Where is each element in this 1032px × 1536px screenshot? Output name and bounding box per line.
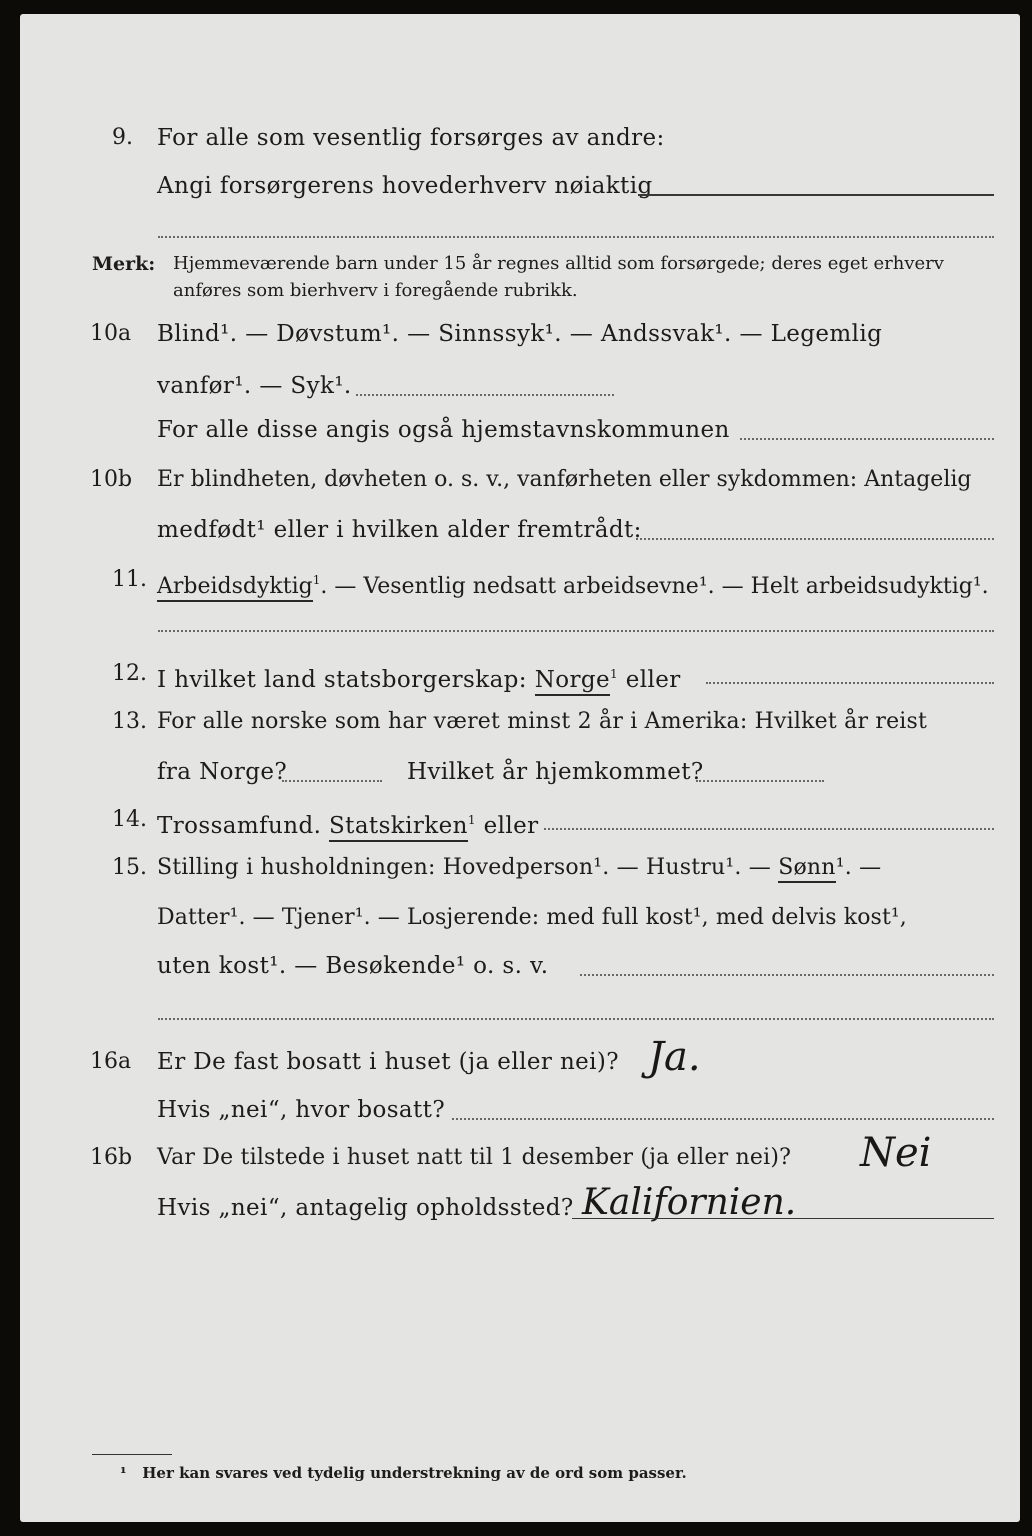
- question-text: eller: [483, 813, 539, 839]
- note-label: Merk:: [92, 253, 156, 275]
- question-10b-line2: [20, 510, 1020, 550]
- handwritten-answer: Nei: [860, 1130, 932, 1176]
- question-text: Hvilket år hjemkommet?: [407, 759, 704, 785]
- question-9: [20, 118, 1020, 158]
- question-13: [20, 702, 1020, 742]
- question-text: medfødt¹ eller i hvilken alder fremtrådt:: [157, 517, 642, 543]
- footnote-text: Her kan svares ved tydelig understrekning av de ord som passer.: [142, 1464, 687, 1482]
- question-16a-line2: [20, 1090, 1020, 1130]
- question-text: For alle norske som har været minst 2 år i Amerika: Hvilket år reist: [157, 709, 928, 734]
- question-number: 14.: [112, 807, 147, 832]
- answer-line[interactable]: [696, 780, 824, 782]
- question-text: Angi forsørgerens hovederhverv nøiaktig: [157, 173, 653, 199]
- question-number: 11.: [112, 567, 147, 592]
- question-text: uten kost¹. — Besøkende¹ o. s. v.: [157, 953, 549, 979]
- answer-line[interactable]: [158, 1018, 994, 1020]
- question-text: Hvis „nei“, antagelig opholdssted?: [157, 1195, 574, 1221]
- question-text: ¹. —: [835, 855, 882, 880]
- answer-line[interactable]: [282, 780, 382, 782]
- question-12: 12. I hvilket land statsborgerskap: Norge$^1$ eller: [20, 654, 1020, 694]
- underlined-option[interactable]: Arbeidsdyktig: [157, 574, 313, 602]
- answer-line[interactable]: [452, 1118, 994, 1120]
- question-16b-line2: [20, 1182, 1020, 1228]
- question-15-line2: [20, 898, 1020, 938]
- note-text: Hjemmeværende barn under 15 år regnes alltid som forsørgede; deres eget erhverv: [173, 253, 944, 274]
- question-number: 10a: [90, 321, 132, 346]
- question-number: 16b: [90, 1145, 133, 1170]
- answer-line[interactable]: [580, 974, 994, 976]
- answer-line[interactable]: [158, 630, 994, 632]
- question-number: 10b: [90, 467, 133, 492]
- question-15-line3: [20, 946, 1020, 986]
- question-10b: [20, 460, 1020, 500]
- underlined-option[interactable]: Statskirken: [329, 813, 468, 842]
- footnote: [120, 1464, 687, 1482]
- footnote-mark: ¹: [120, 1464, 127, 1482]
- question-text: Er blindheten, døvheten o. s. v., vanførheten eller sykdommen: Antagelig: [157, 467, 972, 492]
- handwritten-answer: Kalifornien.: [582, 1182, 797, 1223]
- question-text: Trossamfund.: [157, 813, 322, 839]
- question-text: eller: [625, 667, 681, 693]
- answer-line[interactable]: [158, 236, 994, 238]
- question-text: I hvilket land statsborgerskap:: [157, 667, 527, 693]
- question-16a: [20, 1034, 1020, 1082]
- question-text: Var De tilstede i huset natt til 1 desember (ja eller nei)?: [157, 1145, 792, 1170]
- note-block: [20, 250, 1020, 310]
- question-text: Er De fast bosatt i huset (ja eller nei)?: [157, 1049, 620, 1075]
- question-9-line2: [20, 166, 1020, 206]
- question-text: Stilling i husholdningen: Hovedperson¹. — Hustru¹. —: [157, 855, 772, 880]
- census-form-page: [20, 14, 1020, 1522]
- question-text: For alle som vesentlig forsørges av andre:: [157, 125, 665, 151]
- question-text: vanfør¹. — Syk¹.: [157, 373, 352, 399]
- answer-line[interactable]: [544, 828, 994, 830]
- underlined-option[interactable]: Sønn: [778, 855, 835, 883]
- question-number: 12.: [112, 661, 147, 686]
- answer-line[interactable]: [636, 538, 994, 540]
- question-number: 15.: [112, 855, 147, 880]
- answer-line[interactable]: [356, 394, 614, 396]
- question-13-line2: [20, 752, 1020, 792]
- question-11: 11. Arbeidsdyktig$^1$. — Vesentlig nedsatt arbeidsevne¹. — Helt arbeidsudyktig¹.: [20, 560, 1020, 600]
- footnote-rule: [92, 1454, 172, 1455]
- answer-line[interactable]: [572, 1218, 994, 1219]
- question-number: 13.: [112, 709, 147, 734]
- question-text: fra Norge?: [157, 759, 288, 785]
- question-text: For alle disse angis også hjemstavnskommunen: [157, 417, 730, 443]
- question-text: Datter¹. — Tjener¹. — Losjerende: med full kost¹, med delvis kost¹,: [157, 905, 907, 930]
- question-14: 14. Trossamfund. Statskirken$^1$ eller: [20, 800, 1020, 840]
- underlined-option[interactable]: Norge: [535, 667, 610, 696]
- question-10a: [20, 314, 1020, 354]
- question-text: Blind¹. — Døvstum¹. — Sinnssyk¹. — Andssvak¹. — Legemlig: [157, 321, 883, 347]
- answer-line[interactable]: [740, 438, 994, 440]
- question-15: [20, 848, 1020, 888]
- note-text: anføres som bierhverv i foregående rubrikk.: [173, 280, 578, 301]
- question-text: Hvis „nei“, hvor bosatt?: [157, 1097, 446, 1123]
- question-16b: [20, 1130, 1020, 1178]
- question-text: . — Vesentlig nedsatt arbeidsevne¹. — Helt arbeidsudyktig¹.: [320, 574, 989, 599]
- question-10a-line2: [20, 366, 1020, 406]
- handwritten-answer: Ja.: [648, 1034, 701, 1080]
- answer-line[interactable]: [638, 194, 994, 196]
- question-number: 9.: [112, 125, 133, 150]
- question-10a-line3: [20, 410, 1020, 450]
- question-number: 16a: [90, 1049, 132, 1074]
- answer-line[interactable]: [706, 682, 994, 684]
